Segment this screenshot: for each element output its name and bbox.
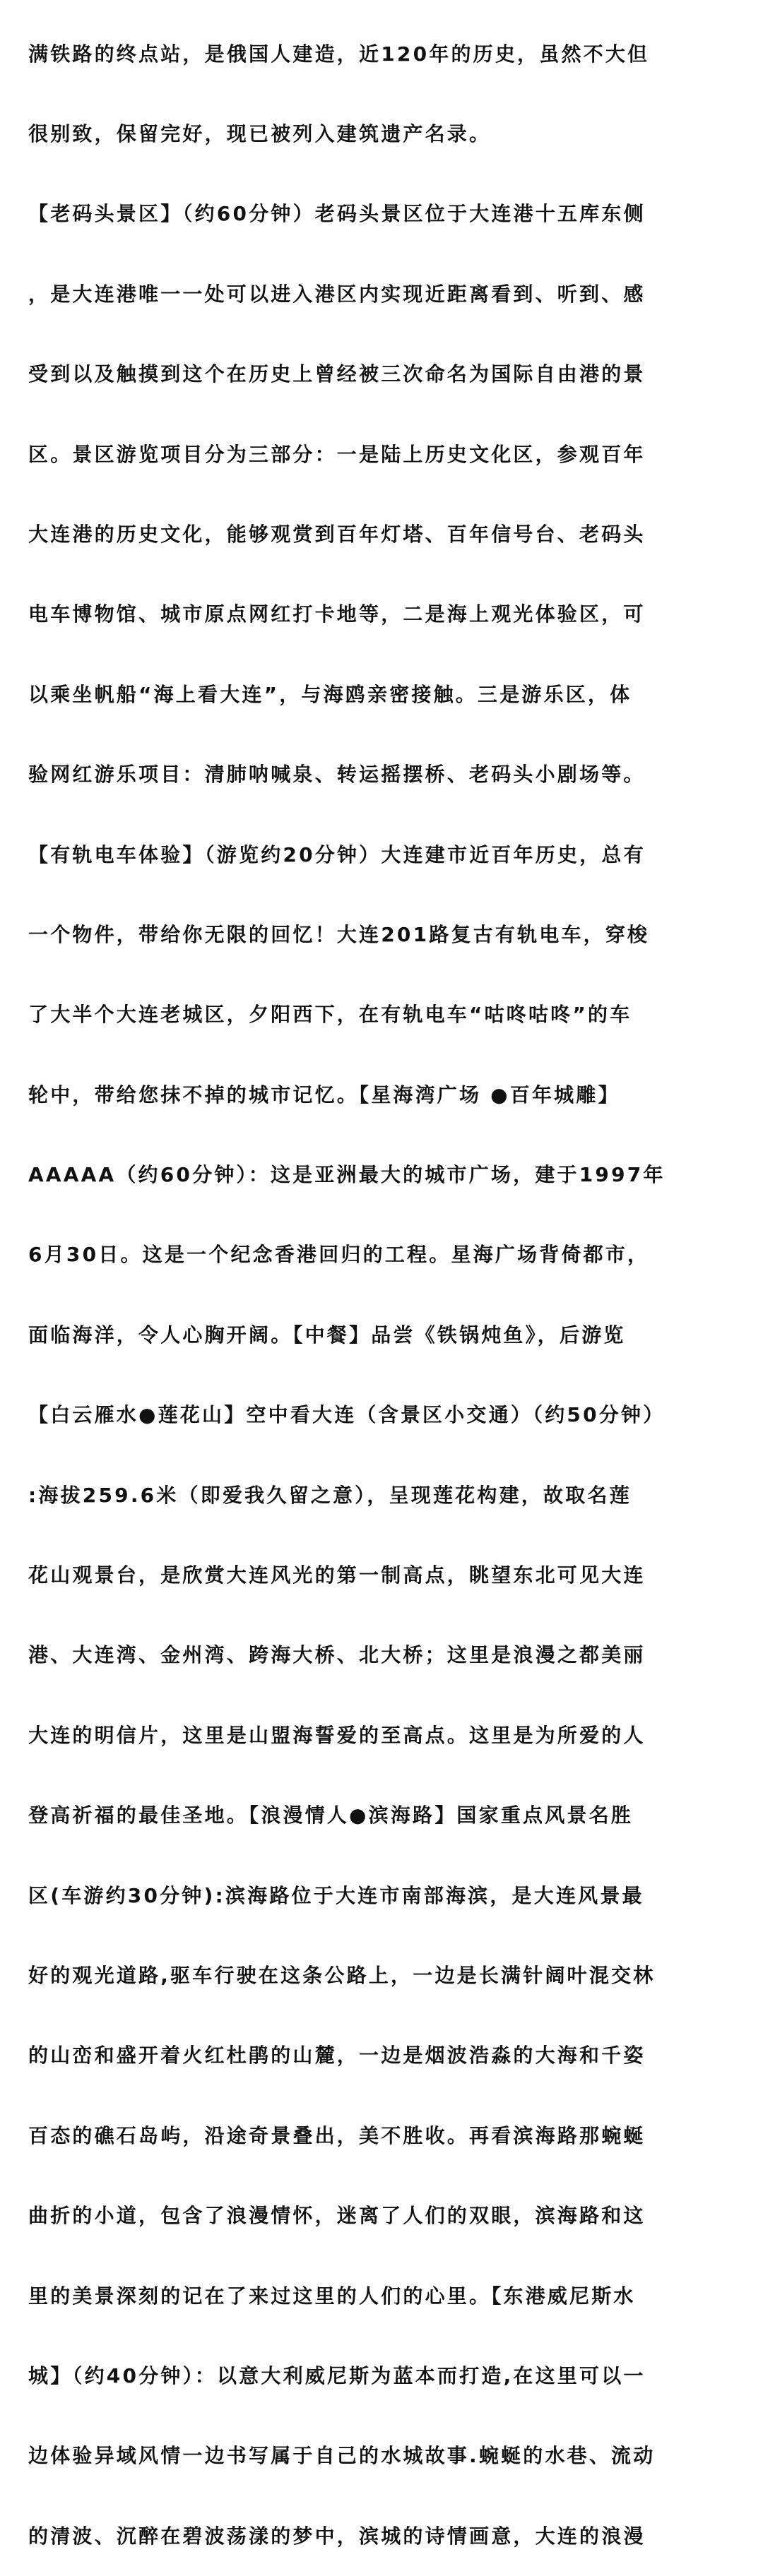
text-line: 的清波、沉醉在碧波荡漾的梦中，滨城的诗情画意，大连的浪漫 <box>28 2524 646 2548</box>
text-line: AAAAA（约60分钟）：这是亚洲最大的城市广场，建于1997年 <box>28 1163 666 1187</box>
text-line: 轮中，带给您抹不掉的城市记忆。【星海湾广场 ●百年城雕】 <box>28 1083 620 1107</box>
text-line: 登高祈福的最佳圣地。【浪漫情人●滨海路】国家重点风景名胜 <box>28 1803 634 1827</box>
text-line: 6月30日。这是一个纪念香港回归的工程。星海广场背倚都市， <box>28 1243 650 1267</box>
text-line: 的山峦和盛开着火红杜鹃的山麓，一边是烟波浩淼的大海和千姿 <box>28 2044 646 2068</box>
text-line: 电车博物馆、城市原点网红打卡地等，二是海上观光体验区，可 <box>28 602 646 626</box>
text-line: 大连港的历史文化，能够观赏到百年灯塔、百年信号台、老码头 <box>28 522 646 546</box>
text-line: 满铁路的终点站，是俄国人建造，近120年的历史，虽然不大但 <box>28 42 650 66</box>
text-line: 验网红游乐项目：清肺呐喊泉、转运摇摆桥、老码头小剧场等。 <box>28 763 646 787</box>
text-line: 以乘坐帆船“海上看大连”，与海鸥亲密接触。三是游乐区，体 <box>28 682 632 706</box>
text-line: 港、大连湾、金州湾、跨海大桥、北大桥；这里是浪漫之都美丽 <box>28 1643 646 1667</box>
text-line: 边体验异域风情一边书写属于自己的水城故事.蜿蜒的水巷、流动 <box>28 2444 656 2468</box>
text-line: 曲折的小道，包含了浪漫情怀，迷离了人们的双眼，滨海路和这 <box>28 2204 646 2228</box>
text-line: 里的美景深刻的记在了来过这里的人们的心里。【东港威尼斯水 <box>28 2284 636 2308</box>
text-line: 面临海洋，令人心胸开阔。【中餐】品尝《铁锅炖鱼》，后游览 <box>28 1323 626 1347</box>
itinerary-text-body <box>28 0 756 2576</box>
text-line: 大连的明信片，这里是山盟海誓爱的至高点。这里是为所爱的人 <box>28 1723 646 1747</box>
text-line: 受到以及触摸到这个在历史上曾经被三次命名为国际自由港的景 <box>28 362 646 386</box>
text-line: 区(车游约30分钟):滨海路位于大连市南部海滨，是大连风景最 <box>28 1883 644 1907</box>
text-line: 一个物件，带给你无限的回忆！大连201路复古有轨电车，穿梭 <box>28 922 650 946</box>
text-line: 【有轨电车体验】（游览约20分钟）大连建市近百年历史，总有 <box>28 842 646 866</box>
text-line: 【老码头景区】（约60分钟）老码头景区位于大连港十五库东侧 <box>28 202 646 226</box>
text-line: 好的观光道路,驱车行驶在这条公路上，一边是长满针阔叶混交林 <box>28 1963 656 1987</box>
text-line: 区。景区游览项目分为三部分：一是陆上历史文化区，参观百年 <box>28 442 646 466</box>
text-line: 城】（约40分钟）：以意大利威尼斯为蓝本而打造,在这里可以一 <box>28 2363 646 2387</box>
text-line: ，是大连港唯一一处可以进入港区内实现近距离看到、听到、感 <box>28 282 646 306</box>
text-line: 【白云雁水●莲花山】空中看大连（含景区小交通）（约50分钟） <box>28 1403 666 1427</box>
text-line: 花山观景台，是欣赏大连风光的第一制高点，眺望东北可见大连 <box>28 1563 646 1587</box>
text-line: :海拔259.6米（即爱我久留之意），呈现莲花构建，故取名莲 <box>28 1483 632 1507</box>
text-line: 百态的礁石岛屿，沿途奇景叠出，美不胜收。再看滨海路那蜿蜒 <box>28 2123 646 2147</box>
text-line: 了大半个大连老城区，夕阳西下，在有轨电车“咕咚咕咚”的车 <box>28 1003 632 1027</box>
text-line: 很别致，保留完好，现已被列入建筑遗产名录。 <box>28 121 492 145</box>
